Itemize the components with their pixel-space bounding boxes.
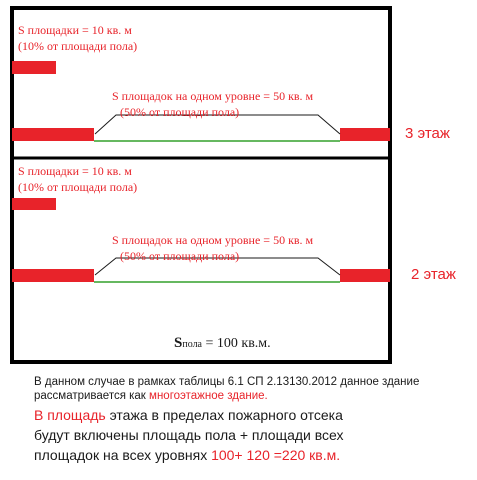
note-line-4: будут включены площадь пола + площади всех: [34, 427, 344, 443]
floor-slab-left-floor2: [12, 269, 94, 282]
platform-area-label-floor3: S площадки = 10 кв. м: [18, 23, 132, 37]
note-line-5-prefix: площадок на всех уровнях: [34, 447, 212, 463]
level-percent-label-floor2: (50% от площади пола): [120, 249, 240, 263]
floor-area-symbol: S: [174, 335, 183, 351]
level-area-label-floor2: S площадок на одном уровне = 50 кв. м: [112, 233, 314, 247]
note-line-3: [34, 407, 343, 423]
floor-label-2: 2 этаж: [411, 266, 456, 283]
floor-label-3: 3 этаж: [405, 125, 450, 142]
floor-area-label: [174, 334, 271, 352]
note-line-5-highlight: 100+ 120 =220 кв.м.: [211, 447, 341, 463]
floor-slab-right-floor2: [340, 269, 390, 282]
note-line-2-prefix: рассматривается как: [34, 390, 150, 402]
note-line-2: [34, 390, 268, 402]
platform-bar-floor3: [12, 61, 56, 74]
floor-area-value: = 100 кв.м.: [202, 336, 271, 351]
level-percent-label-floor3: (50% от площади пола): [120, 105, 240, 119]
note-line-5: [34, 447, 340, 463]
floor-area-subscript: пола: [182, 339, 202, 350]
note-line-3-rest: этажа в пределах пожарного отсека: [105, 407, 343, 423]
platform-percent-label-floor3: (10% от площади пола): [18, 39, 138, 53]
note-line-1: В данном случае в рамках таблицы 6.1 СП 2.13130.2012 данное здание: [34, 376, 420, 388]
note-line-2-highlight: многоэтажное здание.: [149, 390, 268, 402]
platform-percent-label-floor2: (10% от площади пола): [18, 180, 138, 194]
platform-area-label-floor2: S площадки = 10 кв. м: [18, 164, 132, 178]
floor-slab-right-floor3: [340, 128, 390, 141]
floor-slab-left-floor3: [12, 128, 94, 141]
note-line-3-highlight: В площадь: [34, 407, 106, 423]
platform-bar-floor2: [12, 198, 56, 210]
level-area-label-floor3: S площадок на одном уровне = 50 кв. м: [112, 89, 314, 103]
